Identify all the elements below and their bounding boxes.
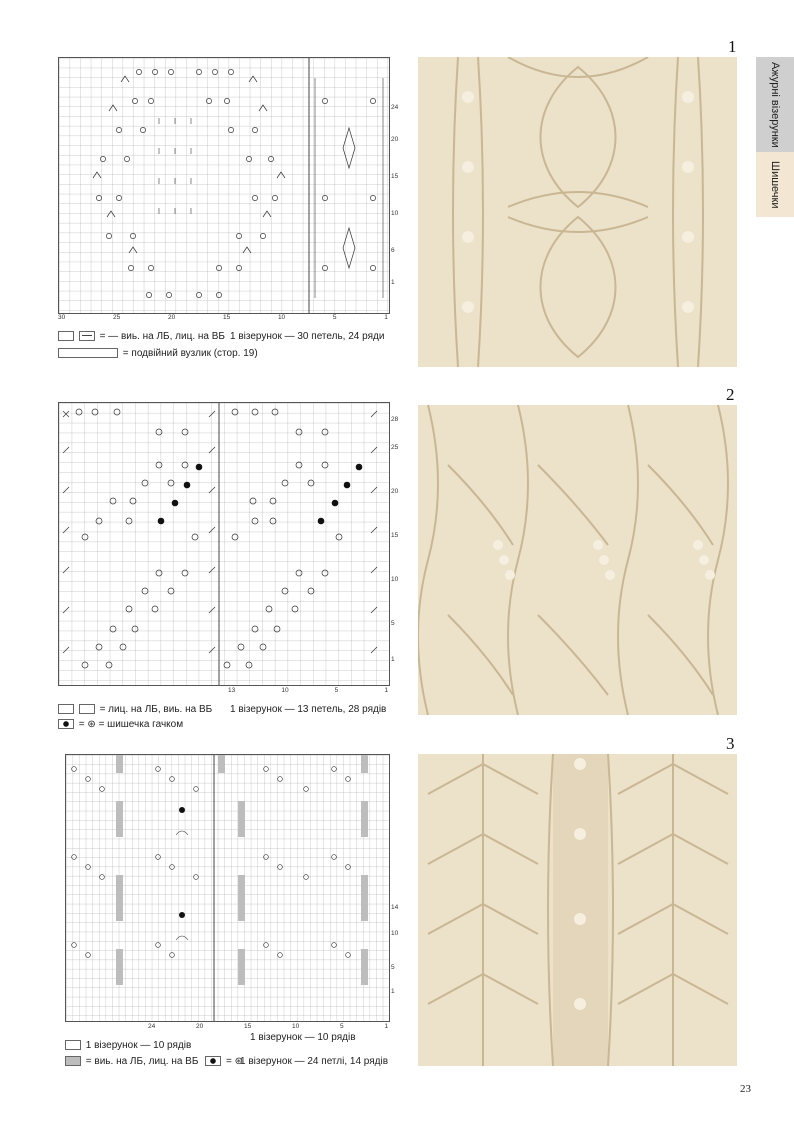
chart-3-repeat-bracket-label: 1 візерунок — 10 рядів [250, 1032, 356, 1043]
chart-1-stitch-numbers [58, 314, 388, 321]
blank-square-icon [58, 704, 74, 714]
chart-2-legend-knit: = лиц. на ЛБ, виь. на ВБ [58, 704, 212, 715]
row-number: 10 [391, 930, 399, 937]
row-number: 25 [391, 444, 399, 451]
chart-3-stitch-numbers [148, 1023, 388, 1030]
stitch-number: 20 [167, 314, 176, 321]
chart-1-row-numbers [391, 103, 403, 288]
stitch-number: 30 [58, 314, 66, 321]
double-knot-symbol-icon [58, 348, 118, 358]
row-number: 24 [391, 104, 399, 111]
knitted-swatch-photo-1 [418, 57, 737, 367]
chart-3-legend-rows: 1 візерунок — 10 рядів [65, 1040, 191, 1051]
stitch-number: 15 [222, 314, 231, 321]
stitch-number: 5 [334, 687, 339, 694]
knitted-swatch-photo-3 [418, 754, 737, 1066]
blank-square-icon [58, 331, 74, 341]
row-number: 10 [391, 210, 399, 217]
blank-square-icon [65, 1040, 81, 1050]
row-number: 1 [391, 279, 395, 286]
side-tab-bobbles-label: Шишечки [769, 160, 781, 209]
row-number: 10 [391, 576, 399, 583]
side-tab-bobbles[interactable] [756, 152, 794, 217]
stitch-number: 15 [243, 1023, 252, 1030]
chart-3-legend-purl: = виь. на ЛБ, лиц. на ВБ = ⊛ [65, 1056, 243, 1067]
knitting-chart-1 [58, 57, 390, 314]
row-number: 28 [391, 416, 399, 423]
row-number: 6 [391, 247, 395, 254]
gray-square-icon [65, 1056, 81, 1066]
crochet-bobble-icon: = ⊛ [78, 719, 96, 730]
pattern-number-3: 3 [726, 734, 735, 753]
knitted-swatch-photo-2 [418, 405, 737, 715]
chart-1-legend-purl: = — виь. на ЛБ, лиц. на ВБ [58, 331, 225, 342]
stitch-number: 1 [384, 1023, 388, 1030]
crochet-bobble-icon: = ⊛ [225, 1056, 243, 1067]
stitch-number: 24 [148, 1023, 156, 1030]
stitch-number: 5 [332, 314, 337, 321]
chart-2-row-numbers [391, 415, 403, 665]
stitch-number: 1 [384, 687, 388, 694]
chart-3-repeat-info: 1 візерунок — 24 петлі, 14 рядів [240, 1056, 389, 1067]
row-number: 20 [391, 136, 399, 143]
stitch-number: 20 [195, 1023, 204, 1030]
row-number: 20 [391, 488, 399, 495]
knitting-chart-3 [65, 754, 390, 1022]
side-tab-openwork[interactable] [756, 57, 794, 152]
row-number: 15 [391, 173, 399, 180]
chart-3-row-numbers [391, 903, 403, 997]
chart-2-repeat-info: 1 візерунок — 13 петель, 28 рядів [230, 704, 387, 715]
stitch-number: 13 [228, 687, 236, 694]
bobble-dot-icon [58, 719, 74, 729]
stitch-number: 10 [277, 314, 286, 321]
row-number: 15 [391, 532, 399, 539]
chart-2-legend-bobble: = ⊛ = шишечка гачком [58, 719, 183, 730]
stitch-number: 25 [112, 314, 121, 321]
row-number: 1 [391, 988, 395, 995]
row-number: 1 [391, 656, 395, 663]
chart-1-repeat-info: 1 візерунок — 30 петель, 24 ряди [230, 331, 385, 342]
chart-1-legend-knot: = подвійний вузлик (стор. 19) [58, 348, 258, 359]
side-tab-openwork-label: Ажурні візерунки [769, 61, 781, 148]
row-number: 5 [391, 620, 395, 627]
knitting-chart-2 [58, 402, 390, 686]
stitch-number: 10 [291, 1023, 300, 1030]
purl-dash-icon [79, 331, 95, 341]
row-number: 14 [391, 904, 399, 911]
page-number: 23 [740, 1083, 751, 1095]
stitch-number: 5 [339, 1023, 344, 1030]
bobble-dot-icon [205, 1056, 221, 1066]
row-number: 5 [391, 964, 395, 971]
pattern-number-2: 2 [726, 385, 735, 404]
knit-bar-icon [79, 704, 95, 714]
stitch-number: 1 [384, 314, 388, 321]
stitch-number: 10 [281, 687, 289, 694]
pattern-number-1: 1 [728, 37, 737, 56]
chart-2-stitch-numbers [228, 687, 388, 694]
